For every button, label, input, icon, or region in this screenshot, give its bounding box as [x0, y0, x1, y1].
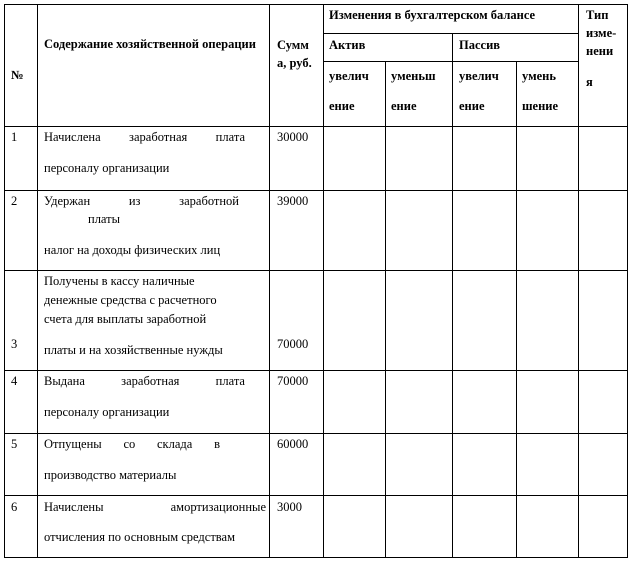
header-changes: Изменения в бухгалтерском балансе [329, 8, 536, 22]
row-3-content-line1: Получены в кассу наличные [44, 274, 195, 288]
header-type-4: я [586, 75, 593, 89]
rule-top [4, 4, 628, 5]
header-passive-increase-2: ение [459, 99, 485, 113]
header-type-2: изме- [586, 26, 617, 40]
rule-row4-bottom [4, 433, 628, 434]
rule-bottom [4, 557, 628, 558]
row-3-content-line2: платы и на хозяйственные нужды [44, 343, 223, 357]
row-1-sum: 30000 [277, 130, 309, 144]
rule-row2-bottom [4, 270, 628, 271]
header-sum-line2: а, руб. [277, 56, 312, 70]
header-type-1: Тип [586, 8, 609, 22]
row-5-sum: 60000 [277, 437, 309, 451]
header-active: Актив [329, 38, 366, 52]
row-2-sum: 39000 [277, 194, 309, 208]
header-active-increase-2: ение [329, 99, 355, 113]
rule-changes-right [578, 4, 579, 558]
header-passive-decrease-1: умень [522, 69, 556, 83]
rule-header-bottom [4, 126, 628, 127]
row-2-content-line1: Удержан из заработной [44, 194, 239, 208]
rule-active-right [452, 33, 453, 558]
row-1-num: 1 [11, 130, 18, 144]
row-6-sum: 3000 [277, 500, 302, 514]
rule-row3-bottom [4, 370, 628, 371]
rule-right [627, 4, 628, 558]
row-4-content-line1: Выдана заработная плата [44, 374, 245, 388]
row-5-num: 5 [11, 437, 18, 451]
row-3-content-line1c: счета для выплаты заработной [44, 312, 207, 326]
rule-row1-bottom [4, 190, 628, 191]
row-2-content-line2: налог на доходы физических лиц [44, 243, 221, 257]
row-5-content-line2: производство материалы [44, 468, 177, 482]
rule-left [4, 4, 5, 558]
header-active-decrease-2: ение [391, 99, 417, 113]
row-1-content-line2: персоналу организации [44, 161, 170, 175]
rule-content-right [269, 4, 270, 558]
header-passive-decrease-2: шение [522, 99, 559, 113]
rule-active-inc-right [385, 61, 386, 558]
header-active-increase-1: увелич [329, 69, 369, 83]
rule-row5-bottom [4, 495, 628, 496]
row-2-content-line1b: платы [88, 212, 121, 226]
row-2-num: 2 [11, 194, 18, 208]
rule-sum-right [323, 4, 324, 558]
header-passive-increase-1: увелич [459, 69, 499, 83]
row-6-content-line2: отчисления по основным средствам [44, 530, 235, 544]
row-3-content-line1b: денежные средства с расчетного [44, 293, 217, 307]
rule-passive-inc-right [516, 61, 517, 558]
header-type-3: нени [586, 44, 614, 58]
rule-changes-bottom [323, 33, 578, 34]
rule-active-bottom [323, 61, 578, 62]
row-4-sum: 70000 [277, 374, 309, 388]
rule-num-right [37, 4, 38, 558]
row-1-content-line1: Начислена заработная плата [44, 130, 245, 144]
header-sum-line1: Сумм [277, 38, 309, 52]
row-4-num: 4 [11, 374, 18, 388]
header-passive: Пассив [459, 38, 501, 52]
header-num: № [11, 68, 24, 82]
header-content: Содержание хозяйственной операции [44, 37, 256, 51]
row-6-content-line1: Начислены амортизационные [44, 500, 266, 514]
header-active-decrease-1: уменьш [391, 69, 436, 83]
row-4-content-line2: персоналу организации [44, 405, 170, 419]
row-5-content-line1: Отпущены со склада в [44, 437, 220, 451]
row-3-num: 3 [11, 337, 18, 351]
row-6-num: 6 [11, 500, 18, 514]
row-3-sum: 70000 [277, 337, 309, 351]
